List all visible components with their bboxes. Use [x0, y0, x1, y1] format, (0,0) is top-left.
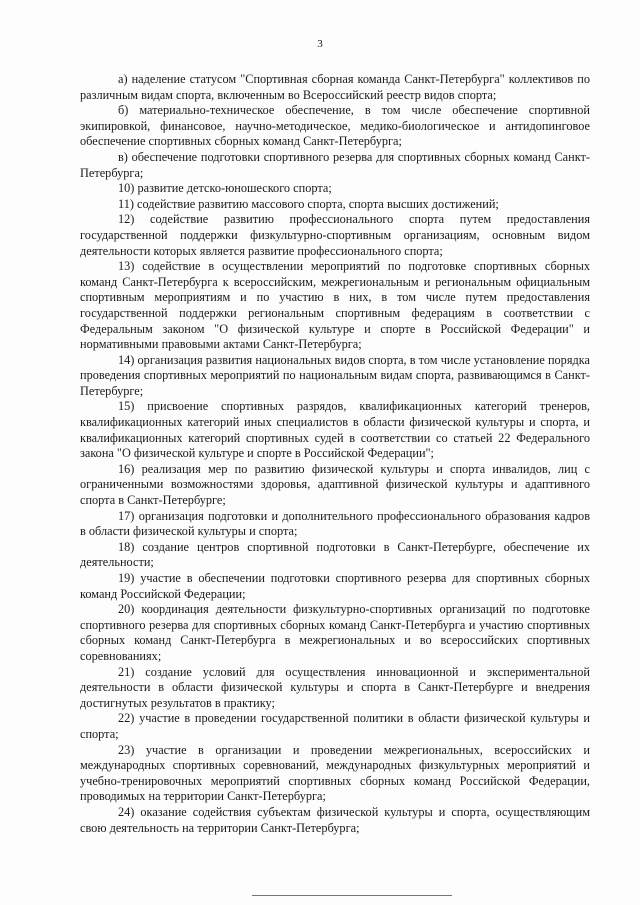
list-item-23: 23) участие в организации и проведении межрегиональных, всероссийских и международных спортивных соревнований, международных физкультурных мероприятий и учебно-тренировочных мероприятий спортивных сборных команд Российской Федерации, проводимых на территории Санкт-Петербурга;: [80, 742, 590, 804]
list-item-v: в) обеспечение подготовки спортивного резерва для спортивных сборных команд Санкт-Петербурга;: [80, 149, 590, 180]
list-item-10: 10) развитие детско-юношеского спорта;: [118, 181, 332, 196]
list-item-12: 12) содействие развитию профессионального спорта путем предоставления государственной поддержки физкультурно-спортивным организациям, основным видом деятельности которых является развитие профессионального спорта;: [80, 212, 590, 258]
list-item-21: 21) создание условий для осуществления инновационной и экспериментальной деятельности в области физической культуры и спорта в Санкт-Петербурге и внедрения достигнутых результатов в практику;: [80, 664, 590, 710]
list-item-15: 15) присвоение спортивных разрядов, квалификационных категорий тренеров, квалификационных категорий иных специалистов в области физической культуры и спорта, и квалификационных категорий спортивных судей в соответствии со статьей 22 Федерального закона "О физической культуре и спорте в Российской Федерации";: [80, 399, 590, 461]
page-number: 3: [317, 38, 323, 50]
list-item-16: 16) реализация мер по развитию физической культуры и спорта инвалидов, лиц с ограниченными возможностями здоровья, адаптивной физической культуры и адаптивного спорта в Санкт-Петербурге;: [80, 461, 590, 508]
list-item-17: 17) организация подготовки и дополнительного профессионального образования кадров в области физической культуры и спорта;: [80, 508, 590, 539]
list-item-19: 19) участие в обеспечении подготовки спортивного резерва для спортивных сборных команд Российской Федерации;: [80, 571, 590, 601]
document-body: [80, 72, 590, 836]
list-item-24: 24) оказание содействия субъектам физической культуры и спорта, осуществляющим свою деятельность на территории Санкт-Петербурга;: [80, 804, 590, 835]
list-item-22: 22) участие в проведении государственной политики в области физической культуры и спорта;: [80, 711, 590, 741]
list-item-18: 18) создание центров спортивной подготовки в Санкт-Петербурге, обеспечение их деятельности;: [80, 539, 590, 570]
list-item-20: 20) координация деятельности физкультурно-спортивных организаций по подготовке спортивного резерва для спортивных сборных команд Санкт-Петербурга и участию спортивных сборных команд Санкт-Петербурга в межрегиональных и во всероссийских спортивных соревнованиях;: [80, 602, 590, 663]
list-item-13: 13) содействие в осуществлении мероприятий по подготовке спортивных сборных команд Санкт-Петербурга к всероссийским, межрегиональным и региональным официальным спортивным мероприятиям и по участию в них, в том числе путем предоставления государственной поддержки региональным спортивным федерациям в соответствии с Федеральным законом "О физической культуре и спорте в Российской Федерации" и нормативными правовыми актами Санкт-Петербурга;: [80, 259, 590, 352]
list-item-14: 14) организация развития национальных видов спорта, в том числе установление порядка проведения спортивных мероприятий по национальным видам спорта, развивающимся в Санкт-Петербурге;: [80, 352, 590, 398]
footer-rule: [252, 895, 452, 896]
list-item-11: 11) содействие развитию массового спорта, спорта высших достижений;: [118, 196, 499, 211]
list-item-b: б) материально-техническое обеспечение, в том числе обеспечение спортивной экипировкой, финансовое, научно-методическое, медико-биологическое и антидопинговое обеспечение спортивных сборных команд Санкт-Петербурга;: [80, 103, 590, 149]
list-item-a: а) наделение статусом "Спортивная сборная команда Санкт-Петербурга" коллективов по различным видам спорта, включенным во Всероссийский реестр видов спорта;: [80, 72, 590, 102]
